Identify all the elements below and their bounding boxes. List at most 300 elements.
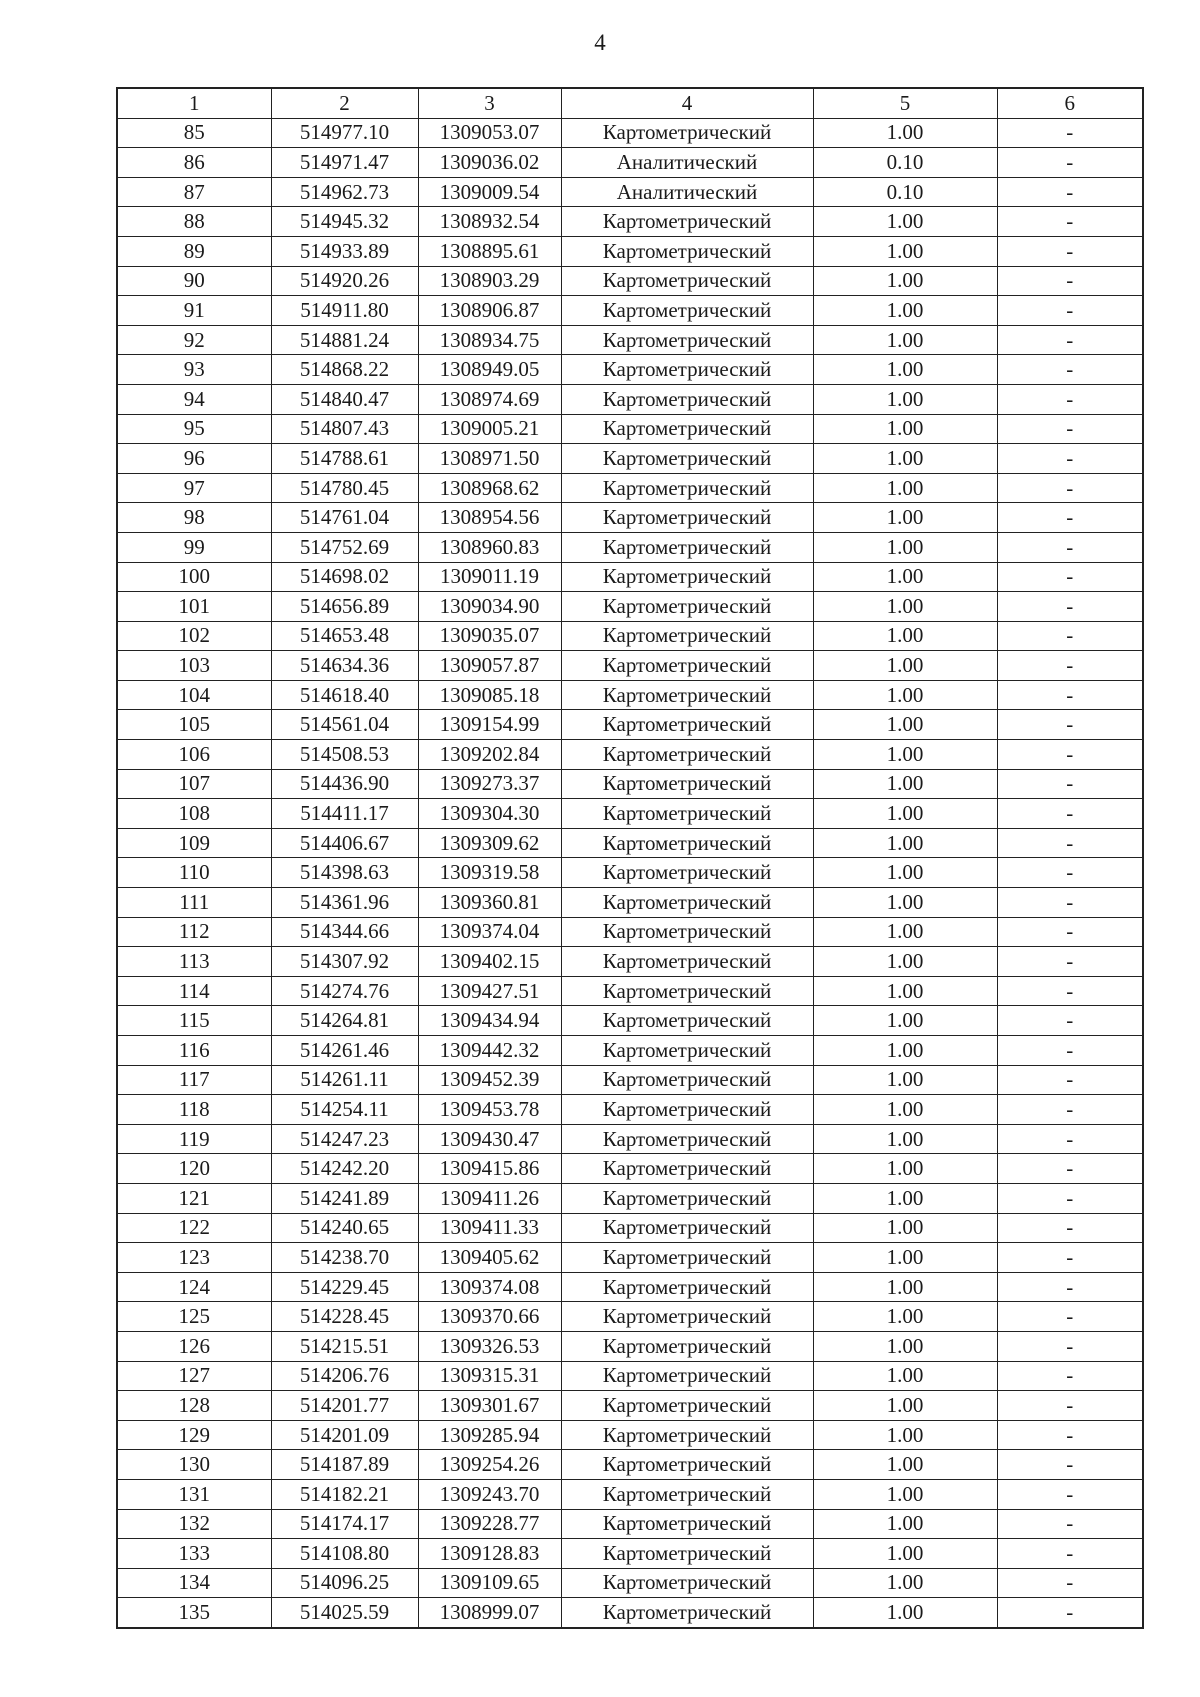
point-number-cell: 111: [117, 888, 271, 918]
note-cell: -: [997, 444, 1143, 474]
point-number-cell: 89: [117, 236, 271, 266]
accuracy-cell: 1.00: [813, 651, 997, 681]
accuracy-cell: 1.00: [813, 236, 997, 266]
point-number-cell: 123: [117, 1243, 271, 1273]
note-cell: -: [997, 414, 1143, 444]
x-coordinate-cell: 514261.11: [271, 1065, 418, 1095]
method-cell: Картометрический: [561, 473, 813, 503]
note-cell: -: [997, 1124, 1143, 1154]
y-coordinate-cell: 1308968.62: [418, 473, 561, 503]
table-row: [117, 236, 1143, 266]
x-coordinate-cell: 514807.43: [271, 414, 418, 444]
x-coordinate-cell: 514182.21: [271, 1479, 418, 1509]
accuracy-cell: 1.00: [813, 1479, 997, 1509]
table-row: [117, 651, 1143, 681]
accuracy-cell: 1.00: [813, 325, 997, 355]
method-cell: Картометрический: [561, 799, 813, 829]
x-coordinate-cell: 514752.69: [271, 532, 418, 562]
table-row: [117, 384, 1143, 414]
accuracy-cell: 1.00: [813, 1213, 997, 1243]
table-row: [117, 740, 1143, 770]
note-cell: -: [997, 1183, 1143, 1213]
point-number-cell: 102: [117, 621, 271, 651]
table-row: [117, 1183, 1143, 1213]
x-coordinate-cell: 514653.48: [271, 621, 418, 651]
y-coordinate-cell: 1309309.62: [418, 828, 561, 858]
accuracy-cell: 1.00: [813, 947, 997, 977]
x-coordinate-cell: 514361.96: [271, 888, 418, 918]
point-number-cell: 110: [117, 858, 271, 888]
table-row: [117, 1539, 1143, 1569]
table-row: [117, 1479, 1143, 1509]
note-cell: -: [997, 976, 1143, 1006]
note-cell: -: [997, 858, 1143, 888]
x-coordinate-cell: 514780.45: [271, 473, 418, 503]
y-coordinate-cell: 1308895.61: [418, 236, 561, 266]
method-cell: Картометрический: [561, 1213, 813, 1243]
point-number-cell: 122: [117, 1213, 271, 1243]
table-row: [117, 1302, 1143, 1332]
table-row: [117, 325, 1143, 355]
accuracy-cell: 1.00: [813, 740, 997, 770]
y-coordinate-cell: 1309411.33: [418, 1213, 561, 1243]
method-cell: Картометрический: [561, 1361, 813, 1391]
method-cell: Картометрический: [561, 1006, 813, 1036]
y-coordinate-cell: 1309319.58: [418, 858, 561, 888]
x-coordinate-cell: 514254.11: [271, 1095, 418, 1125]
accuracy-cell: 1.00: [813, 1331, 997, 1361]
point-number-cell: 126: [117, 1331, 271, 1361]
method-cell: Картометрический: [561, 562, 813, 592]
method-cell: Картометрический: [561, 1509, 813, 1539]
table-row: [117, 1509, 1143, 1539]
note-cell: -: [997, 651, 1143, 681]
table-row: [117, 1598, 1143, 1628]
x-coordinate-cell: 514971.47: [271, 148, 418, 178]
table-row: [117, 1450, 1143, 1480]
y-coordinate-cell: 1309374.08: [418, 1272, 561, 1302]
note-cell: -: [997, 1539, 1143, 1569]
accuracy-cell: 1.00: [813, 621, 997, 651]
point-number-cell: 94: [117, 384, 271, 414]
accuracy-cell: 1.00: [813, 1065, 997, 1095]
accuracy-cell: 1.00: [813, 118, 997, 148]
method-cell: Картометрический: [561, 888, 813, 918]
y-coordinate-cell: 1309315.31: [418, 1361, 561, 1391]
x-coordinate-cell: 514228.45: [271, 1302, 418, 1332]
accuracy-cell: 1.00: [813, 888, 997, 918]
note-cell: -: [997, 1568, 1143, 1598]
y-coordinate-cell: 1308999.07: [418, 1598, 561, 1628]
accuracy-cell: 1.00: [813, 384, 997, 414]
point-number-cell: 116: [117, 1036, 271, 1066]
point-number-cell: 133: [117, 1539, 271, 1569]
x-coordinate-cell: 514241.89: [271, 1183, 418, 1213]
coordinates-table: [116, 87, 1144, 1629]
point-number-cell: 85: [117, 118, 271, 148]
point-number-cell: 86: [117, 148, 271, 178]
accuracy-cell: 0.10: [813, 177, 997, 207]
point-number-cell: 106: [117, 740, 271, 770]
point-number-cell: 107: [117, 769, 271, 799]
method-cell: Картометрический: [561, 325, 813, 355]
method-cell: Картометрический: [561, 236, 813, 266]
method-cell: Картометрический: [561, 444, 813, 474]
x-coordinate-cell: 514229.45: [271, 1272, 418, 1302]
y-coordinate-cell: 1308974.69: [418, 384, 561, 414]
point-number-cell: 121: [117, 1183, 271, 1213]
accuracy-cell: 1.00: [813, 562, 997, 592]
method-cell: Картометрический: [561, 384, 813, 414]
method-cell: Картометрический: [561, 1598, 813, 1628]
y-coordinate-cell: 1309009.54: [418, 177, 561, 207]
accuracy-cell: 1.00: [813, 680, 997, 710]
point-number-cell: 88: [117, 207, 271, 237]
x-coordinate-cell: 514406.67: [271, 828, 418, 858]
table-row: [117, 1391, 1143, 1421]
x-coordinate-cell: 514206.76: [271, 1361, 418, 1391]
accuracy-cell: 1.00: [813, 207, 997, 237]
column-header: 1: [117, 88, 271, 118]
table-row: [117, 799, 1143, 829]
method-cell: Картометрический: [561, 207, 813, 237]
table-row: [117, 1213, 1143, 1243]
point-number-cell: 101: [117, 592, 271, 622]
point-number-cell: 87: [117, 177, 271, 207]
point-number-cell: 99: [117, 532, 271, 562]
note-cell: -: [997, 1006, 1143, 1036]
point-number-cell: 104: [117, 680, 271, 710]
accuracy-cell: 1.00: [813, 828, 997, 858]
method-cell: Картометрический: [561, 266, 813, 296]
y-coordinate-cell: 1309370.66: [418, 1302, 561, 1332]
y-coordinate-cell: 1309402.15: [418, 947, 561, 977]
method-cell: Картометрический: [561, 740, 813, 770]
method-cell: Картометрический: [561, 503, 813, 533]
note-cell: -: [997, 384, 1143, 414]
table-row: [117, 532, 1143, 562]
note-cell: -: [997, 621, 1143, 651]
point-number-cell: 100: [117, 562, 271, 592]
method-cell: Картометрический: [561, 680, 813, 710]
table-row: [117, 503, 1143, 533]
method-cell: Аналитический: [561, 148, 813, 178]
table-row: [117, 296, 1143, 326]
point-number-cell: 112: [117, 917, 271, 947]
y-coordinate-cell: 1309053.07: [418, 118, 561, 148]
accuracy-cell: 1.00: [813, 1568, 997, 1598]
point-number-cell: 120: [117, 1154, 271, 1184]
method-cell: Картометрический: [561, 1450, 813, 1480]
note-cell: -: [997, 207, 1143, 237]
table-row: [117, 355, 1143, 385]
note-cell: -: [997, 710, 1143, 740]
table-row: [117, 207, 1143, 237]
accuracy-cell: 1.00: [813, 296, 997, 326]
accuracy-cell: 1.00: [813, 266, 997, 296]
table-row: [117, 266, 1143, 296]
accuracy-cell: 1.00: [813, 1598, 997, 1628]
column-header: 4: [561, 88, 813, 118]
table-row: [117, 444, 1143, 474]
point-number-cell: 128: [117, 1391, 271, 1421]
accuracy-cell: 1.00: [813, 799, 997, 829]
y-coordinate-cell: 1308960.83: [418, 532, 561, 562]
accuracy-cell: 1.00: [813, 1302, 997, 1332]
point-number-cell: 90: [117, 266, 271, 296]
table-row: [117, 1124, 1143, 1154]
note-cell: -: [997, 236, 1143, 266]
column-header: 3: [418, 88, 561, 118]
x-coordinate-cell: 514215.51: [271, 1331, 418, 1361]
point-number-cell: 115: [117, 1006, 271, 1036]
y-coordinate-cell: 1309360.81: [418, 888, 561, 918]
note-cell: -: [997, 1302, 1143, 1332]
x-coordinate-cell: 514977.10: [271, 118, 418, 148]
x-coordinate-cell: 514634.36: [271, 651, 418, 681]
table-row: [117, 947, 1143, 977]
point-number-cell: 95: [117, 414, 271, 444]
table-row: [117, 1095, 1143, 1125]
note-cell: -: [997, 947, 1143, 977]
x-coordinate-cell: 514840.47: [271, 384, 418, 414]
x-coordinate-cell: 514411.17: [271, 799, 418, 829]
note-cell: -: [997, 266, 1143, 296]
accuracy-cell: 1.00: [813, 1036, 997, 1066]
note-cell: -: [997, 503, 1143, 533]
y-coordinate-cell: 1309430.47: [418, 1124, 561, 1154]
point-number-cell: 127: [117, 1361, 271, 1391]
accuracy-cell: 1.00: [813, 414, 997, 444]
column-header: 5: [813, 88, 997, 118]
note-cell: -: [997, 177, 1143, 207]
y-coordinate-cell: 1309434.94: [418, 1006, 561, 1036]
method-cell: Картометрический: [561, 917, 813, 947]
x-coordinate-cell: 514508.53: [271, 740, 418, 770]
accuracy-cell: 1.00: [813, 1420, 997, 1450]
accuracy-cell: 1.00: [813, 1154, 997, 1184]
y-coordinate-cell: 1308971.50: [418, 444, 561, 474]
x-coordinate-cell: 514274.76: [271, 976, 418, 1006]
accuracy-cell: 1.00: [813, 710, 997, 740]
note-cell: -: [997, 473, 1143, 503]
table-row: [117, 680, 1143, 710]
note-cell: -: [997, 1450, 1143, 1480]
point-number-cell: 132: [117, 1509, 271, 1539]
accuracy-cell: 1.00: [813, 917, 997, 947]
method-cell: Картометрический: [561, 621, 813, 651]
x-coordinate-cell: 514307.92: [271, 947, 418, 977]
method-cell: Картометрический: [561, 1479, 813, 1509]
method-cell: Картометрический: [561, 1036, 813, 1066]
y-coordinate-cell: 1309415.86: [418, 1154, 561, 1184]
method-cell: Картометрический: [561, 1539, 813, 1569]
method-cell: Картометрический: [561, 1243, 813, 1273]
x-coordinate-cell: 514344.66: [271, 917, 418, 947]
accuracy-cell: 1.00: [813, 1006, 997, 1036]
y-coordinate-cell: 1309154.99: [418, 710, 561, 740]
y-coordinate-cell: 1308934.75: [418, 325, 561, 355]
x-coordinate-cell: 514201.77: [271, 1391, 418, 1421]
x-coordinate-cell: 514238.70: [271, 1243, 418, 1273]
method-cell: Картометрический: [561, 1568, 813, 1598]
point-number-cell: 114: [117, 976, 271, 1006]
method-cell: Картометрический: [561, 1302, 813, 1332]
x-coordinate-cell: 514264.81: [271, 1006, 418, 1036]
x-coordinate-cell: 514096.25: [271, 1568, 418, 1598]
y-coordinate-cell: 1309035.07: [418, 621, 561, 651]
note-cell: -: [997, 1479, 1143, 1509]
accuracy-cell: 1.00: [813, 858, 997, 888]
x-coordinate-cell: 514025.59: [271, 1598, 418, 1628]
accuracy-cell: 1.00: [813, 1539, 997, 1569]
note-cell: -: [997, 1509, 1143, 1539]
note-cell: -: [997, 118, 1143, 148]
note-cell: -: [997, 828, 1143, 858]
y-coordinate-cell: 1308903.29: [418, 266, 561, 296]
note-cell: -: [997, 1361, 1143, 1391]
note-cell: -: [997, 1036, 1143, 1066]
method-cell: Картометрический: [561, 1183, 813, 1213]
method-cell: Картометрический: [561, 118, 813, 148]
table-row: [117, 828, 1143, 858]
y-coordinate-cell: 1308949.05: [418, 355, 561, 385]
y-coordinate-cell: 1308906.87: [418, 296, 561, 326]
accuracy-cell: 1.00: [813, 1391, 997, 1421]
method-cell: Картометрический: [561, 976, 813, 1006]
method-cell: Аналитический: [561, 177, 813, 207]
point-number-cell: 118: [117, 1095, 271, 1125]
table-body: [117, 118, 1143, 1628]
table-row: [117, 118, 1143, 148]
y-coordinate-cell: 1309273.37: [418, 769, 561, 799]
point-number-cell: 108: [117, 799, 271, 829]
y-coordinate-cell: 1308932.54: [418, 207, 561, 237]
x-coordinate-cell: 514868.22: [271, 355, 418, 385]
x-coordinate-cell: 514618.40: [271, 680, 418, 710]
note-cell: -: [997, 917, 1143, 947]
table-row: [117, 1065, 1143, 1095]
table-row: [117, 858, 1143, 888]
method-cell: Картометрический: [561, 296, 813, 326]
table-row: [117, 1154, 1143, 1184]
method-cell: Картометрический: [561, 1095, 813, 1125]
y-coordinate-cell: 1309057.87: [418, 651, 561, 681]
point-number-cell: 105: [117, 710, 271, 740]
y-coordinate-cell: 1309411.26: [418, 1183, 561, 1213]
accuracy-cell: 1.00: [813, 1509, 997, 1539]
note-cell: -: [997, 1331, 1143, 1361]
note-cell: -: [997, 325, 1143, 355]
note-cell: -: [997, 680, 1143, 710]
y-coordinate-cell: 1309128.83: [418, 1539, 561, 1569]
accuracy-cell: 1.00: [813, 444, 997, 474]
note-cell: -: [997, 888, 1143, 918]
x-coordinate-cell: 514933.89: [271, 236, 418, 266]
y-coordinate-cell: 1309243.70: [418, 1479, 561, 1509]
x-coordinate-cell: 514881.24: [271, 325, 418, 355]
y-coordinate-cell: 1309301.67: [418, 1391, 561, 1421]
y-coordinate-cell: 1309036.02: [418, 148, 561, 178]
note-cell: -: [997, 355, 1143, 385]
method-cell: Картометрический: [561, 710, 813, 740]
y-coordinate-cell: 1309304.30: [418, 799, 561, 829]
method-cell: Картометрический: [561, 532, 813, 562]
note-cell: -: [997, 740, 1143, 770]
y-coordinate-cell: 1309285.94: [418, 1420, 561, 1450]
x-coordinate-cell: 514187.89: [271, 1450, 418, 1480]
x-coordinate-cell: 514247.23: [271, 1124, 418, 1154]
note-cell: -: [997, 769, 1143, 799]
note-cell: -: [997, 562, 1143, 592]
point-number-cell: 93: [117, 355, 271, 385]
method-cell: Картометрический: [561, 769, 813, 799]
note-cell: -: [997, 1272, 1143, 1302]
note-cell: -: [997, 1154, 1143, 1184]
y-coordinate-cell: 1309442.32: [418, 1036, 561, 1066]
table-row: [117, 621, 1143, 651]
y-coordinate-cell: 1309109.65: [418, 1568, 561, 1598]
point-number-cell: 97: [117, 473, 271, 503]
accuracy-cell: 0.10: [813, 148, 997, 178]
y-coordinate-cell: 1309427.51: [418, 976, 561, 1006]
x-coordinate-cell: 514242.20: [271, 1154, 418, 1184]
accuracy-cell: 1.00: [813, 532, 997, 562]
y-coordinate-cell: 1309011.19: [418, 562, 561, 592]
point-number-cell: 134: [117, 1568, 271, 1598]
method-cell: Картометрический: [561, 828, 813, 858]
point-number-cell: 117: [117, 1065, 271, 1095]
x-coordinate-cell: 514656.89: [271, 592, 418, 622]
method-cell: Картометрический: [561, 1331, 813, 1361]
table-row: [117, 562, 1143, 592]
x-coordinate-cell: 514561.04: [271, 710, 418, 740]
accuracy-cell: 1.00: [813, 473, 997, 503]
x-coordinate-cell: 514398.63: [271, 858, 418, 888]
page-number: 4: [594, 30, 606, 55]
note-cell: -: [997, 1243, 1143, 1273]
y-coordinate-cell: 1309005.21: [418, 414, 561, 444]
point-number-cell: 98: [117, 503, 271, 533]
accuracy-cell: 1.00: [813, 1450, 997, 1480]
x-coordinate-cell: 514108.80: [271, 1539, 418, 1569]
table-row: [117, 414, 1143, 444]
y-coordinate-cell: 1309453.78: [418, 1095, 561, 1125]
point-number-cell: 103: [117, 651, 271, 681]
note-cell: -: [997, 1598, 1143, 1628]
table-row: [117, 976, 1143, 1006]
x-coordinate-cell: 514945.32: [271, 207, 418, 237]
table-row: [117, 917, 1143, 947]
x-coordinate-cell: 514788.61: [271, 444, 418, 474]
point-number-cell: 109: [117, 828, 271, 858]
accuracy-cell: 1.00: [813, 976, 997, 1006]
table-header-row: [117, 88, 1143, 118]
point-number-cell: 96: [117, 444, 271, 474]
method-cell: Картометрический: [561, 1391, 813, 1421]
accuracy-cell: 1.00: [813, 592, 997, 622]
accuracy-cell: 1.00: [813, 1183, 997, 1213]
accuracy-cell: 1.00: [813, 1272, 997, 1302]
table-row: [117, 1036, 1143, 1066]
table-row: [117, 1006, 1143, 1036]
point-number-cell: 125: [117, 1302, 271, 1332]
method-cell: Картометрический: [561, 858, 813, 888]
table-row: [117, 148, 1143, 178]
table-row: [117, 473, 1143, 503]
x-coordinate-cell: 514920.26: [271, 266, 418, 296]
point-number-cell: 119: [117, 1124, 271, 1154]
